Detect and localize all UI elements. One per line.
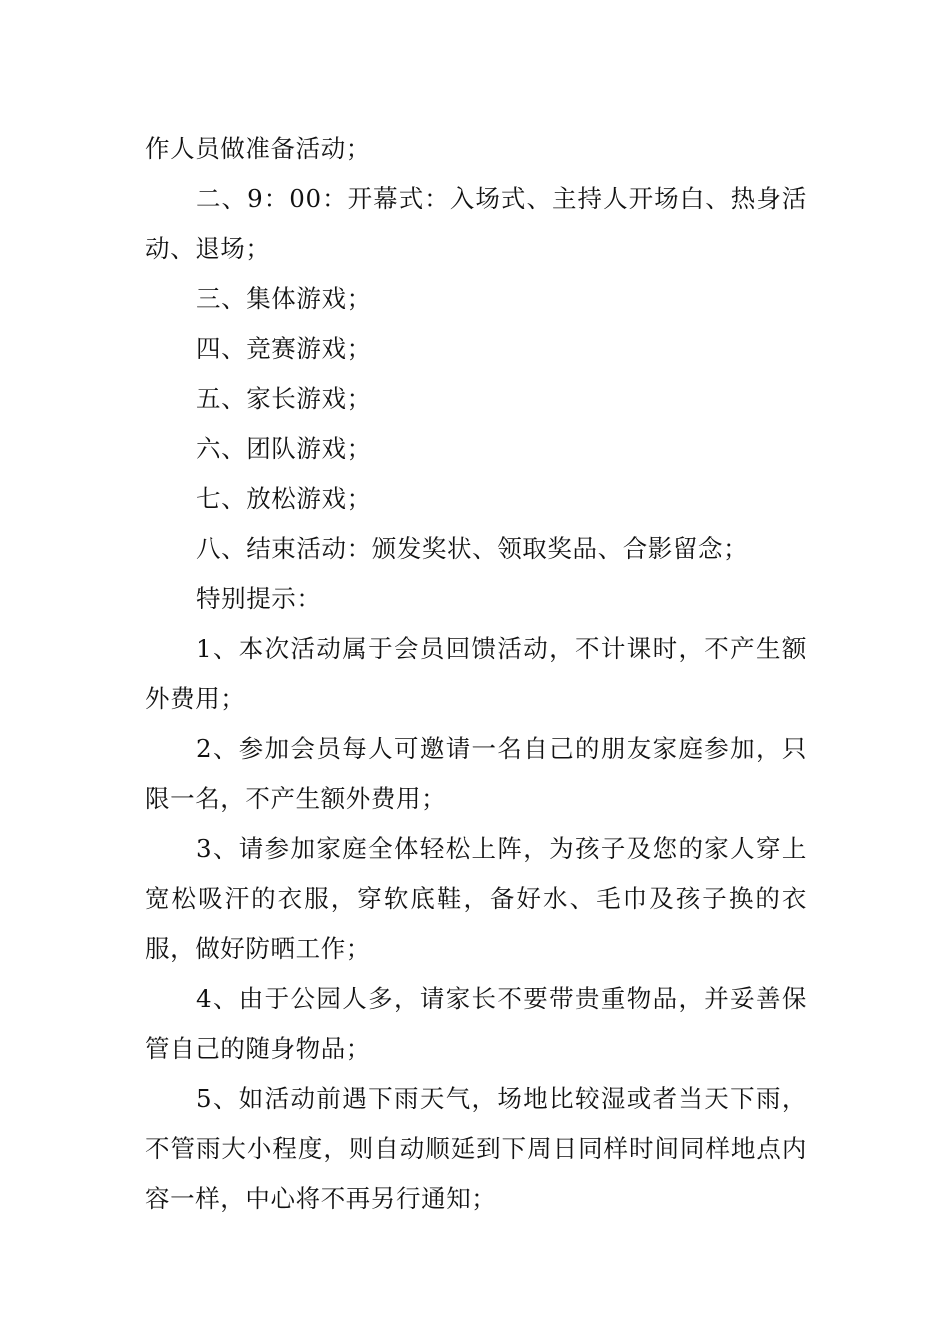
paragraph-item-3: 三、集体游戏；	[196, 284, 372, 313]
notice-item-3: 3、请参加家庭全体轻松上阵，为孩子及您的家人穿上宽松吸汗的衣服，穿软底鞋，备好水、毛巾及孩子换的衣服，做好防晒工作；	[145, 834, 807, 963]
paragraph-item-8: 八、结束活动：颁发奖状、领取奖品、合影留念；	[196, 534, 749, 563]
paragraph-item-2: 二、9：00：开幕式：入场式、主持人开场白、热身活动、退场；	[145, 184, 807, 263]
notice-item-5: 5、如活动前遇下雨天气，场地比较湿或者当天下雨，不管雨大小程度，则自动顺延到下周日同样时间同样地点内容一样，中心将不再另行通知；	[145, 1084, 807, 1213]
notice-item-2: 2、参加会员每人可邀请一名自己的朋友家庭参加，只限一名，不产生额外费用；	[145, 734, 807, 813]
paragraph-item-4: 四、竞赛游戏；	[196, 334, 372, 363]
paragraph-item-5: 五、家长游戏；	[196, 384, 372, 413]
paragraph-continuation: 作人员做准备活动；	[145, 134, 371, 163]
notice-item-1: 1、本次活动属于会员回馈活动，不计课时，不产生额外费用；	[145, 634, 807, 713]
paragraph-item-6: 六、团队游戏；	[196, 434, 372, 463]
notice-item-4: 4、由于公园人多，请家长不要带贵重物品，并妥善保管自己的随身物品；	[145, 984, 807, 1063]
paragraph-item-7: 七、放松游戏；	[196, 484, 372, 513]
document-body	[145, 124, 807, 1224]
notice-heading: 特别提示：	[196, 584, 322, 613]
